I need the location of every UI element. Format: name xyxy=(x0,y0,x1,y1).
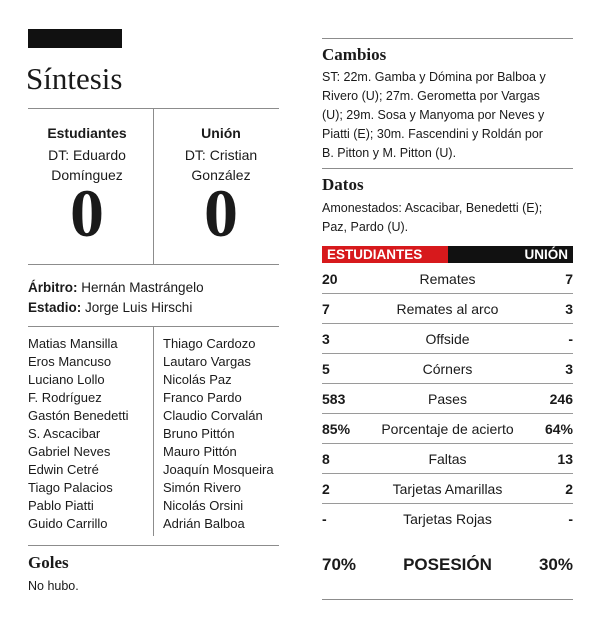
changes-line: (U); 29m. Sosa y Manyoma por Neves y xyxy=(322,108,545,122)
stat-home-value: 7 xyxy=(322,301,330,317)
referee-line xyxy=(28,280,204,295)
away-coach-line1: DT: Cristian xyxy=(184,147,258,163)
stat-home-value: 583 xyxy=(322,391,346,407)
stat-home-value: 8 xyxy=(322,451,330,467)
stat-row xyxy=(322,294,573,324)
team-divider xyxy=(153,108,154,264)
referee-label: Árbitro: xyxy=(28,280,78,295)
stat-home-value: 2 xyxy=(322,481,330,497)
stat-row xyxy=(322,474,573,504)
away-player: Nicolás Paz xyxy=(163,372,232,387)
stat-away-value: 246 xyxy=(549,391,573,407)
stat-label: Offside xyxy=(425,331,470,347)
home-player: Luciano Lollo xyxy=(28,372,105,387)
stat-row xyxy=(322,264,573,294)
home-player: S. Ascacibar xyxy=(28,426,101,441)
page-title: Síntesis xyxy=(26,61,123,96)
home-coach-line2: Domínguez xyxy=(51,167,123,183)
stat-row xyxy=(322,354,573,384)
home-coach-line1: DT: Eduardo xyxy=(48,147,126,163)
away-score: 0 xyxy=(204,175,238,251)
changes-line: B. Pitton y M. Pitton (U). xyxy=(322,146,457,160)
stadium-label: Estadio: xyxy=(28,300,82,315)
stat-away-value: 7 xyxy=(565,271,573,287)
away-player: Simón Rivero xyxy=(163,480,242,495)
home-team-name: Estudiantes xyxy=(47,125,127,141)
stat-row xyxy=(322,504,573,534)
stadium-line xyxy=(28,300,192,315)
away-player: Adrián Balboa xyxy=(163,516,245,531)
possession-away: 30% xyxy=(538,555,573,574)
changes-text xyxy=(322,68,546,163)
stats-header xyxy=(322,246,573,263)
stat-away-value: 2 xyxy=(565,481,573,497)
data-heading: Datos xyxy=(322,175,364,194)
away-player: Nicolás Orsini xyxy=(163,498,244,513)
possession-label: POSESIÓN xyxy=(403,555,492,574)
stat-home-value: 3 xyxy=(322,331,330,347)
home-player: Eros Mancuso xyxy=(28,354,112,369)
home-player: Edwin Cetré xyxy=(28,462,99,477)
away-player: Bruno Pittón xyxy=(163,426,235,441)
stat-row xyxy=(322,324,573,354)
away-lineup xyxy=(163,335,274,533)
divider xyxy=(322,599,573,600)
stat-home-value: 85% xyxy=(322,421,351,437)
stat-label: Porcentaje de acierto xyxy=(381,421,514,437)
away-player: Claudio Corvalán xyxy=(163,408,263,423)
away-player: Mauro Pittón xyxy=(163,444,237,459)
goals-heading: Goles xyxy=(28,553,69,572)
stat-away-value: 3 xyxy=(565,361,573,377)
away-player: Joaquín Mosqueira xyxy=(163,462,274,477)
home-player: Pablo Piatti xyxy=(28,498,94,513)
divider xyxy=(28,545,279,546)
header-bar xyxy=(28,29,122,48)
home-player: Gabriel Neves xyxy=(28,444,111,459)
away-player: Franco Pardo xyxy=(163,390,242,405)
home-player: Gastón Benedetti xyxy=(28,408,129,423)
goals-text: No hubo. xyxy=(28,579,79,593)
stat-home-value: 20 xyxy=(322,271,338,287)
changes-heading: Cambios xyxy=(322,45,387,64)
stat-label: Pases xyxy=(428,391,467,407)
stat-row xyxy=(322,444,573,474)
stat-away-value: - xyxy=(568,511,573,527)
stat-label: Remates xyxy=(419,271,476,287)
home-player: Matias Mansilla xyxy=(28,336,118,351)
stats-home-label: ESTUDIANTES xyxy=(327,247,423,262)
away-team-name: Unión xyxy=(201,125,241,141)
stat-label: Córners xyxy=(422,361,473,377)
away-player: Lautaro Vargas xyxy=(163,354,251,369)
home-player: Tiago Palacios xyxy=(28,480,113,495)
stat-home-value: - xyxy=(322,511,327,527)
away-player: Thiago Cardozo xyxy=(163,336,256,351)
cautions-line: Paz, Pardo (U). xyxy=(322,220,409,234)
away-coach-line2: González xyxy=(191,167,251,183)
divider xyxy=(322,38,573,39)
divider xyxy=(28,264,279,265)
stat-label: Tarjetas Amarillas xyxy=(392,481,503,497)
cautions-line: Amonestados: Ascacibar, Benedetti (E); xyxy=(322,201,543,215)
divider xyxy=(322,168,573,169)
home-lineup xyxy=(28,335,128,533)
stat-home-value: 5 xyxy=(322,361,330,377)
possession-row xyxy=(322,552,573,578)
stat-away-value: - xyxy=(568,331,573,347)
changes-line: Piatti (E); 30m. Fascendini y Roldán por xyxy=(322,127,543,141)
stat-away-value: 64% xyxy=(544,421,573,437)
possession-home: 70% xyxy=(322,555,357,574)
home-player: F. Rodríguez xyxy=(28,390,102,405)
stat-away-value: 13 xyxy=(557,451,573,467)
lineup-divider xyxy=(153,326,154,536)
stat-label: Tarjetas Rojas xyxy=(403,511,492,527)
changes-line: Rivero (U); 27m. Gerometta por Vargas xyxy=(322,89,540,103)
stat-row xyxy=(322,384,573,414)
stat-label: Remates al arco xyxy=(396,301,499,317)
stat-row xyxy=(322,414,573,444)
stat-label: Faltas xyxy=(428,451,467,467)
cautions-text xyxy=(322,199,542,237)
stats-away-label: UNIÓN xyxy=(524,247,568,262)
home-player: Guido Carrillo xyxy=(28,516,108,531)
changes-line: ST: 22m. Gamba y Dómina por Balboa y xyxy=(322,70,546,84)
home-score: 0 xyxy=(70,175,104,251)
stat-away-value: 3 xyxy=(565,301,573,317)
referee-name: Hernán Mastrángelo xyxy=(81,280,204,295)
stadium-name: Jorge Luis Hirschi xyxy=(85,300,193,315)
